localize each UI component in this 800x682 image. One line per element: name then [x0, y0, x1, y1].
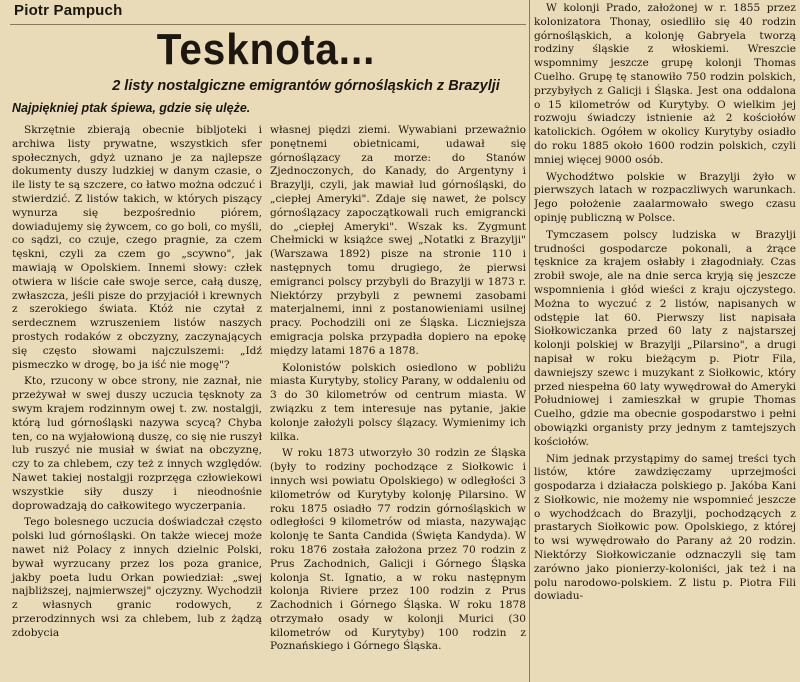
- text-column-1: [12, 124, 262, 640]
- author-name: Piotr Pampuch: [14, 2, 123, 19]
- column-divider: [529, 0, 530, 682]
- article-motto: Najpiękniej ptak śpiewa, gdzie się ulęże.: [12, 101, 251, 115]
- article-left-block: [6, 0, 526, 682]
- paragraph: Tymczasem polscy ludziska w Brazylji trudności gospodarcze pokonali, a żrące tęsknice za krajem osłabły i złagodniały. Czas zrobił swoje, ale na dnie serca kryją się jeszcze wspomnienia i głód wieści z kraju ojczystego. Można to wyczuć z 2 listów, napisanych w odstępie lat 60. Pierwszy list napisała Siołkowiczanka przed 60 laty z najstarszej kolonji polskiej w Brazylji „Pilarsino", a drugi napisał w roku bieżącym p. Piotr Fila, dawniejszy szewc i muzykant z Siołkowic, który przed niespełna 60 laty wywędrował do Ameryki Południowej i zamieszkał w grupie Thomas Cuelho, gdzie ma obecnie gospodarstwo i pełni obowiązki organisty przy jednym z tamtejszych kościołów.: [534, 228, 796, 448]
- paragraph: Wychodźtwo polskie w Brazylji żyło w pierwszych latach w rozpaczliwych warunkach. Jego położenie zaalarmowało swego czasu opinję publiczną w Polsce.: [534, 170, 796, 224]
- paragraph: Tego bolesnego uczucia doświadczał często polski lud górnośląski. On także wiecej może nawet niż Polacy z innych dzielnic Polski, bywał wyrzucany przez los poza granice, jakby poeta ludu Orkan powiedział: „swej najbliższej, najmierwszej" ojczyzny. Wychodził z własnych granic rodowych, z przerodzinnych wsi za chlebem, lub z żądzą zdobycia: [12, 516, 262, 639]
- article-right-block: [534, 0, 796, 682]
- article-subtitle: 2 listy nostalgiczne emigrantów górnośląskich z Brazylji: [112, 78, 500, 94]
- paragraph: Skrzętnie zbierają obecnie bibljoteki i archiwa listy prywatne, wszystkich sfer społecznych, gdyż uznano je za najlepsze dokumenty duszy ludzkiej w danym czasie, o ile listy te są szczere, co łatwo można odczuć i stwierdzić. Z listów takich, w których piszący wynurza się bezpośrednio piórem, dowiadujemy się żywcem, co go boli, co myśli, co sądzi, co czuje, czego pragnie, za czem tęskni, czyli za czem go „scywno", jak mawiają w Opolskiem. Innemi słowy: człek otwiera w liście całe swoje serce, całą duszę, zwłaszcza, jeśli pisze do przyjaciół i krewnych z szerokiego świata. Któż nie czytał z serdecznem wzruszeniem listów naszych prostych rodaków z obczyzny, zaczynających się często słowami najczulszemi: „Idź pismeczko w drogę, bo ja iść nie mogę"?: [12, 124, 262, 371]
- article-title: Tesknota...: [156, 25, 376, 74]
- paragraph: W kolonji Prado, założonej w r. 1855 przez kolonizatora Thonay, osiedliło się 40 rodzin górnośląskich, a kolonję Gabryela tworzą rodziny śląskie z włoskiemi. Wreszcie wspomnimy jeszcze grupę kolonji Thomas Cuelho. Grupę tę stanowiło 750 rodzin polskich, przybyłych z Galicji i Śląska. Jest ona oddalona o 15 kilometrów od Kurytyby. O wielkim jej rozwoju świadczy istnienie aż 2 kościołów katolickich. Ogółem w okolicy Kurytyby osiadło do roku 1885 około 1600 rodzin polskich, czyli mniej więcej 9000 osób.: [534, 2, 796, 166]
- text-column-3: [534, 2, 796, 604]
- paragraph: Kto, rzucony w obce strony, nie zaznał, nie przeżywał w swej duszy uczucia tęsknoty za swym krajem rodzinnym owej t. zw. nostalgji, którą lud górnośląski nazywa scycą? Chyba ten, co na wyjałowioną duszę, co się nie ruszył lub ruszyć nie musiał w świat na obczyznę, czy to za chlebem, czy też z innych względów. Nawet takiej nostalgji rozprzęga człowiekowi wszystkie siły duszy i nieodnośnie doprowadzają do całkowitego wyczerpania.: [12, 375, 263, 512]
- paragraph: Nim jednak przystąpimy do samej treści tych listów, które zawdzięczamy uprzejmości gospodarza i działacza polskiego p. Jakóba Kani z Siołkowic, nie możemy nie wspomnieć jeszcze o wychodźcach do Brazylji, pochodzących z prastarych Siołkowic pow. Opolskiego, z której to wsi wywędrowało do Parany aż 20 rodzin. Niektórzy Siołkowiczanie odznaczyli się tam zarówno jako pionierzy-koloniści, jak też i na polu narodowo-polskiem. Z listu p. Piotra Fili dowiadu-: [534, 452, 796, 603]
- paragraph: własnej piędzi ziemi. Wywabiani przeważnio ponętnemi obietnicami, udawał się górnoślązacy za morze: do Stanów Zjednoczonych, do Kanady, do Argentyny i Brazylji, czyli, jak mawiał lud górnośląski, do „ciepłej Ameryki". Zdaje się nawet, że polscy górnoślązacy zapoczątkowali ruch emigrancki do „ciepłej Ameryki". Wszak ks. Zygmunt Chełmicki w książce swej „Notatki z Brazylji" (Warszawa 1892) pisze na stronie 110 i następnych tomu drugiego, że pierwsi emigranci polscy przybyli do Brazylji w 1873 r. Niektórzy przybyli z pewnemi zasobami materjalnemi, inni z postanowieniami usilnej pracy. Pochodzili oni ze Śląska. Liczniejsza emigracja polska przypadła dopiero na epokę między latami 1876 a 1878.: [270, 124, 526, 357]
- text-column-2: [270, 124, 526, 654]
- paragraph: Kolonistów polskich osiedlono w pobliżu miasta Kurytyby, stolicy Parany, w oddaleniu od 3 do 30 kilometrów od centrum miasta. W związku z tem interesuje nas pytanie, jakie kolonje założyli polscy ślązacy. Wymienimy ich kilka.: [270, 361, 526, 443]
- paragraph: W roku 1873 utworzyło 30 rodzin ze Śląska (były to rodziny pochodzące z Siołkowic i innych wsi powiatu Opolskiego) w odległości 3 kilometrów od Kurytyby kolonję Pilarsino. W roku 1875 osiadło 77 rodzin górnośląskich w odległości 9 kilometrów od miasta, nazywając kolonję te Santa Candida (Święta Kandyda). W roku 1876 została założona przez 70 rodzin z Prus Zachodnich, Galicji i Górnego Śląska kolonja St. Ignatio, a w roku następnym kolonja Riviere przez 100 rodzin z Prus Zachodnich i Górnego Śląska. W roku 1878 otrzymało osady w kolonji Murici (30 kilometrów od Kurytyby) 100 rodzin z Poznańskiego i Górnego Śląska.: [270, 447, 526, 653]
